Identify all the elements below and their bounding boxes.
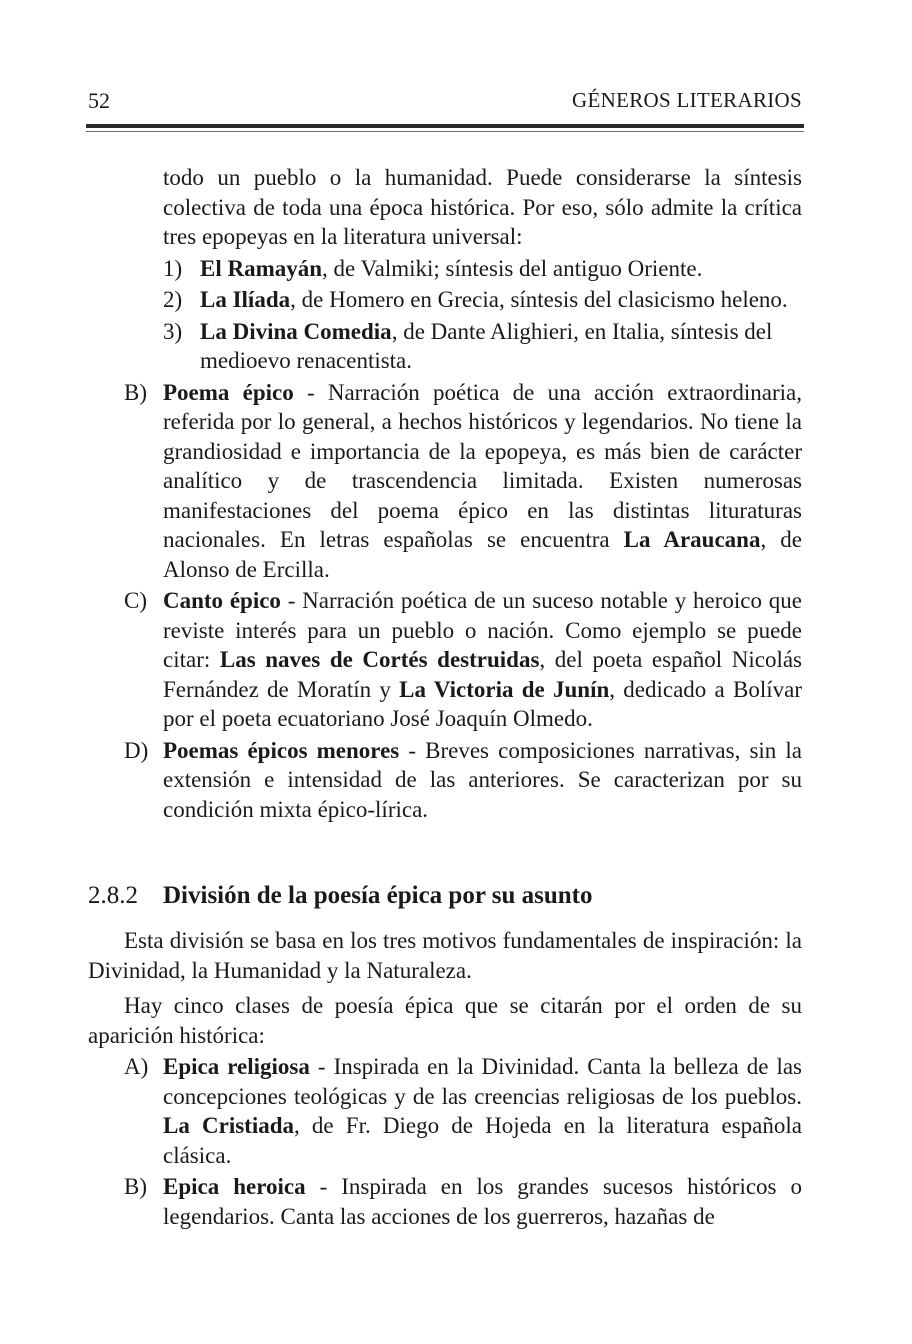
entry-text: - Inspirada en la Divinidad. Canta la belleza de las concepciones teológicas y de las creencias religiosas de los pueblos. bbox=[163, 1054, 802, 1109]
entry-text: , del poeta español Nicolás Fernández de Moratín y bbox=[163, 647, 803, 702]
entry-title: Canto épico bbox=[163, 588, 281, 613]
page-header bbox=[88, 86, 802, 116]
entry-label: A) bbox=[124, 1054, 149, 1079]
entry-title: Epica heroica bbox=[163, 1174, 306, 1199]
work-title: La Araucana bbox=[623, 527, 761, 552]
section-paragraph-1: Esta división se basa en los tres motivos fundamentales de inspiración: la Divinidad, la Humanidad y la Naturaleza. bbox=[88, 928, 802, 983]
section-title: División de la poesía épica por su asunto bbox=[163, 882, 593, 909]
item-number: 3) bbox=[163, 318, 183, 344]
entry-poemas-epicos-menores bbox=[88, 736, 802, 825]
item-text: , de Dante Alighieri, en Italia, síntesis del medioevo renacentista. bbox=[200, 318, 773, 373]
page-number: 52 bbox=[88, 88, 110, 113]
work-title: Las naves de Cortés destruidas bbox=[219, 647, 540, 672]
epopeya-item-1 bbox=[88, 254, 802, 284]
section-heading bbox=[88, 880, 802, 912]
work-title: La Ilíada bbox=[200, 287, 291, 312]
entry-text-end: , de Fr. Diego de Hojeda en la literatura española clásica. bbox=[163, 1113, 802, 1168]
entry-title: Poema épico bbox=[163, 379, 294, 405]
intro-paragraph: todo un pueblo o la humanidad. Puede considerarse la síntesis colectiva de toda una época histórica. Por eso, sólo admite la crítica tres epopeyas en la literatura universal: bbox=[163, 165, 802, 249]
item-number: 1) bbox=[163, 255, 183, 281]
header-rule-thin bbox=[86, 131, 804, 132]
item-text: , de Homero en Grecia, síntesis del clasicismo heleno. bbox=[290, 287, 788, 312]
epopeya-item-3 bbox=[88, 317, 802, 376]
entry-text: - Narración poética de una acción extraordinaria, referida por lo general, a hechos históricos y legendarios. No tiene la grandiosidad e importancia de la epopeya, es más bien de carácter analítico y de trascendencia limitada. Existen numerosas manifestaciones del poema épico en las distintas liturаturas nacionales. En letras españolas se encuentra bbox=[163, 379, 802, 552]
section-paragraph-2: Hay cinco clases de poesía épica que se citarán por el orden de su aparición histórica: bbox=[88, 993, 802, 1048]
entry-label: D) bbox=[124, 737, 149, 763]
entry-label: B) bbox=[124, 1174, 147, 1199]
entry-text: - Breves composiciones narrativas, sin la extensión e intensidad de las anteriores. Se caracterizan por su condición mixta épico-lírica. bbox=[163, 737, 802, 822]
entry-epica-heroica bbox=[88, 1172, 802, 1231]
running-title: GÉNEROS LITERARIOS bbox=[572, 88, 802, 112]
item-text: , de Valmiki; síntesis del antiguo Oriente. bbox=[322, 255, 703, 281]
entry-epica-religiosa bbox=[88, 1052, 802, 1170]
entry-canto-epico bbox=[88, 586, 802, 734]
entry-label: B) bbox=[124, 379, 147, 405]
entry-text-end: , dedicado a Bolívar por el poeta ecuatoriano José Joaquín Olmedo. bbox=[163, 676, 803, 731]
entry-label: C) bbox=[124, 588, 147, 613]
work-title: La Victoria de Junín bbox=[399, 676, 610, 702]
header-rule bbox=[86, 124, 804, 128]
entry-text-end: , de Alonso de Ercilla. bbox=[163, 527, 802, 582]
entry-text: - Inspirada en los grandes sucesos históricos o legendarios. Canta las acciones de los guerreros, hazañas de bbox=[163, 1174, 802, 1229]
work-title: La Cristiada bbox=[163, 1113, 295, 1138]
entry-title: Poemas épicos menores bbox=[163, 737, 400, 763]
page-body bbox=[88, 163, 802, 1231]
work-title: El Ramayán bbox=[200, 255, 323, 281]
section-number: 2.8.2 bbox=[88, 882, 138, 909]
item-number: 2) bbox=[163, 287, 183, 312]
work-title: La Divina Comedia bbox=[200, 318, 392, 344]
entry-text: - Narración poética de un suceso notable y heroico que reviste interés para un pueblo o nación. Como ejemplo se puede citar: bbox=[163, 588, 802, 672]
epopeya-item-2 bbox=[88, 285, 802, 315]
entry-title: Epica religiosa bbox=[163, 1054, 310, 1079]
entry-poema-epico bbox=[88, 378, 802, 585]
